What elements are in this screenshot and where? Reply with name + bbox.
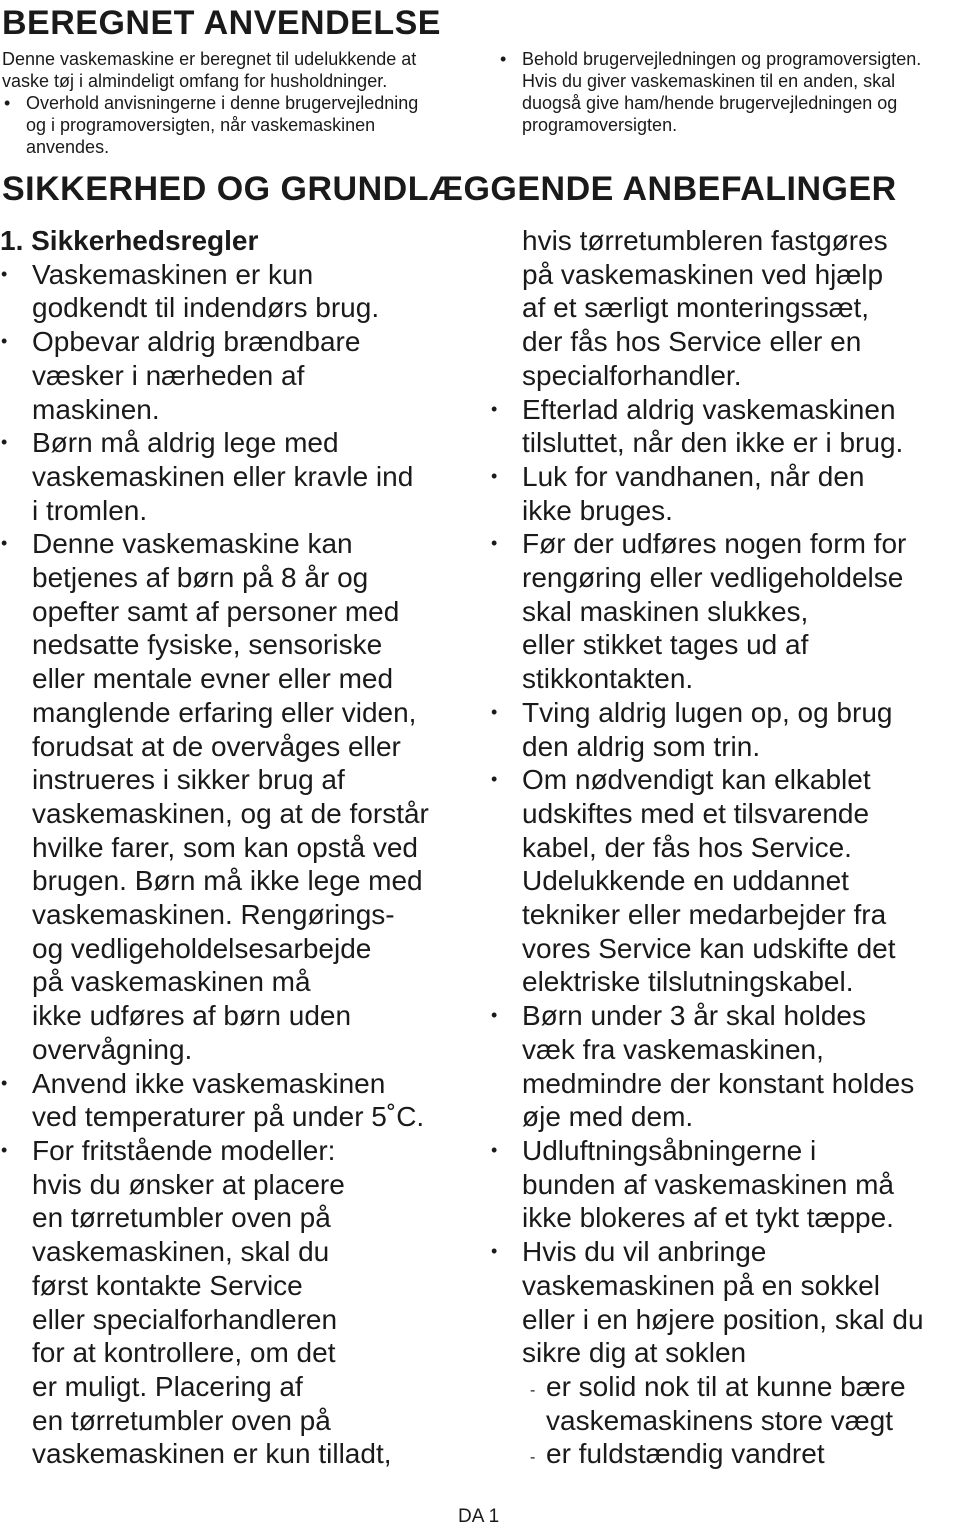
item-line: rengøring eller vedligeholdelse [522,562,904,594]
item-line: Udluftningsåbningerne i [522,1134,817,1166]
text-line: på vaskemaskinen ved hjælp [522,258,884,290]
list-item [490,696,960,763]
item-line: Børn under 3 år skal holdes [522,1000,866,1032]
item-line: betjenes af børn på 8 år og [32,562,369,594]
bullet-icon: • [491,701,498,722]
bullet-icon: • [491,1005,498,1026]
item-line: brugen. Børn må ikke lege med [32,865,423,897]
item-line: overvågning. [32,1033,193,1065]
item-line: godkendt til indendørs brug. [32,292,380,324]
item-line: sikre dig at soklen [522,1337,747,1369]
bullet-line: • Behold brugervejledningen og programoversigten. [522,49,922,69]
bullet-line: programoversigten. [522,115,678,135]
item-line: i tromlen. [32,494,148,526]
bullet-icon: • [1,432,8,453]
item-line: vaskemaskinen eller kravle ind [32,460,414,492]
intro-line: vaske tøj i almindeligt omfang for husholdninger. [2,71,388,91]
list-item [0,1134,480,1471]
bullet-icon: • [491,1139,498,1160]
list-item [490,527,960,696]
page-title: BEREGNET ANVENDELSE [2,4,441,42]
text-line: hvis tørretumbleren fastgøres [522,225,888,256]
list-item [490,763,960,999]
continuation-text [490,224,960,393]
list-item [0,325,480,426]
section-title: SIKKERHED OG GRUNDLÆGGENDE ANBEFALINGER [2,170,897,208]
list-item [490,1235,960,1370]
item-line: hvis du ønsker at placere [32,1168,345,1200]
right-items [490,393,960,1370]
item-line: først kontakte Service [32,1269,303,1301]
item-line: maskinen. [32,393,160,425]
item-line: ikke blokeres af et tykt tæppe. [522,1202,894,1234]
item-line: vaskemaskinen på en sokkel [522,1269,880,1301]
item-line: skal maskinen slukkes, [522,595,809,627]
list-item [490,460,960,527]
item-line: er fuldstændig vandret [546,1438,825,1470]
item-line: vaskemaskinen. Rengørings- [32,899,395,931]
item-line: og vedligeholdelsesarbejde [32,932,372,964]
bullet-icon: • [1,1072,8,1093]
item-line: Anvend ikke vaskemaskinen [32,1067,386,1099]
item-line: forudsat at de overvåges eller [32,730,401,762]
item-line: Vaskemaskinen er kun [32,258,314,290]
item-line: tilsluttet, når den ikke er i brug. [522,427,904,459]
left-column [0,224,480,1471]
list-item [0,426,480,527]
item-line: vores Service kan udskifte det [522,932,896,964]
item-line: elektriske tilslutningskabel. [522,966,854,998]
item-line: eller i en højere position, skal du [522,1303,924,1335]
header-bullet-2 [498,48,960,136]
item-line: en tørretumbler oven på [32,1404,331,1436]
item-line: Denne vaskemaskine kan [32,528,353,560]
item-line: tekniker eller medarbejder fra [522,899,887,931]
item-line: den aldrig som trin. [522,730,761,762]
intro-line: Denne vaskemaskine er beregnet til udelukkende at [2,49,417,69]
item-line: øje med dem. [522,1101,694,1133]
item-line: Udelukkende en uddannet [522,865,849,897]
item-line: væk fra vaskemaskinen, [522,1033,824,1065]
text-line: der fås hos Service eller en [522,326,862,358]
dash-item [522,1370,960,1437]
list-item [490,999,960,1134]
item-line: instrueres i sikker brug af [32,764,345,796]
bullet-line: og i programoversigten, når vaskemaskinen [26,115,376,135]
item-line: manglende erfaring eller viden, [32,696,417,728]
item-line: For fritstående modeller: [32,1134,336,1166]
bullet-icon: • [1,331,8,352]
list-item [490,393,960,460]
item-line: væsker i nærheden af [32,359,305,391]
list-item [490,1134,960,1235]
intro-block [2,48,472,158]
item-line: eller specialforhandleren [32,1303,338,1335]
bullet-icon: • [1,263,8,284]
item-line: er solid nok til at kunne bære [546,1370,906,1402]
item-line: Hvis du vil anbringe [522,1236,767,1268]
item-line: vaskemaskinens store vægt [546,1404,894,1436]
item-line: er muligt. Placering af [32,1370,303,1402]
right-column [490,224,960,1471]
bullet-icon: • [491,465,498,486]
dash-list [490,1370,960,1471]
bullet-icon: • [1,533,8,554]
bullet-line: • Overhold anvisningerne i denne brugervejledning [26,93,419,113]
text-line: specialforhandler. [522,359,742,391]
bullet-icon: • [491,398,498,419]
intro-text [2,48,472,92]
bullet-icon: • [491,533,498,554]
text-line: af et særligt monteringssæt, [522,292,870,324]
list-item [0,1067,480,1134]
item-line: medmindre der konstant holdes [522,1067,915,1099]
item-line: Opbevar aldrig brændbare [32,326,361,358]
list-item [0,527,480,1066]
item-line: vaskemaskinen, skal du [32,1236,330,1268]
item-line: Før der udføres nogen form for [522,528,907,560]
page-number: DA 1 [458,1506,500,1527]
dash-item [522,1437,960,1471]
item-line: ved temperaturer på under 5˚C. [32,1101,425,1133]
list-item [0,258,480,325]
header-bullet-1 [2,92,472,158]
item-line: vaskemaskinen, og at de forstår [32,797,429,829]
bullet-line: Hvis du giver vaskemaskinen til en anden, skal [522,71,896,91]
item-line: stikkontakten. [522,663,694,695]
bullet-line: duogså give ham/hende brugervejledningen og [522,93,898,113]
item-line: nedsatte fysiske, sensoriske [32,629,383,661]
subsection-title: 1. Sikkerhedsregler [0,225,259,256]
bullet-icon: • [491,1241,498,1262]
bullet-icon: • [1,1139,8,1160]
left-items [0,258,480,1471]
item-line: eller mentale evner eller med [32,663,394,695]
item-line: hvilke farer, som kan opstå ved [32,831,418,863]
item-line: Luk for vandhanen, når den [522,460,865,492]
dash-icon: - [530,1449,536,1467]
item-line: ikke udføres af børn uden [32,1000,352,1032]
item-line: ikke bruges. [522,494,673,526]
item-line: en tørretumbler oven på [32,1202,331,1234]
item-line: opefter samt af personer med [32,595,400,627]
item-line: Om nødvendigt kan elkablet [522,764,871,796]
bullet-line: anvendes. [26,137,110,157]
item-line: Tving aldrig lugen op, og brug [522,696,893,728]
bullet-icon: • [491,769,498,790]
item-line: vaskemaskinen er kun tilladt, [32,1438,392,1470]
item-line: kabel, der fås hos Service. [522,831,852,863]
item-line: Børn må aldrig lege med [32,427,339,459]
item-line: bunden af vaskemaskinen må [522,1168,894,1200]
item-line: udskiftes med et tilsvarende [522,797,870,829]
item-line: på vaskemaskinen må [32,966,311,998]
item-line: for at kontrollere, om det [32,1337,336,1369]
dash-icon: - [530,1381,536,1399]
item-line: Efterlad aldrig vaskemaskinen [522,393,896,425]
item-line: eller stikket tages ud af [522,629,809,661]
